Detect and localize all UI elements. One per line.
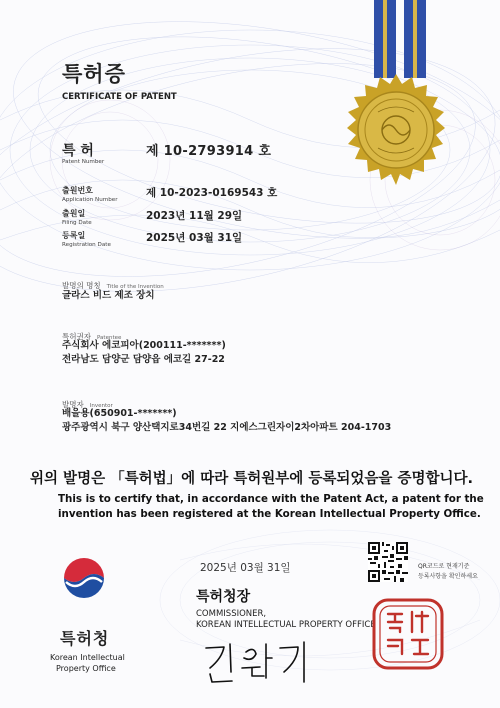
filing-date-label: 출원일 — [62, 209, 86, 218]
certification-statement-en-2: invention has been registered at the Korean Intellectual Property Office. — [58, 508, 481, 520]
invention-title: 글라스 비드 제조 장치 — [62, 290, 155, 301]
issue-date: 2025년 03월 31일 — [200, 562, 291, 574]
inventor-name: 배을용(650901-*******) — [62, 408, 177, 419]
application-number-label: 출원번호 — [62, 186, 93, 195]
filing-date-value: 2023년 11월 29일 — [146, 210, 243, 222]
certification-statement-en-1: This is to certify that, in accordance with the Patent Act, a patent for the — [58, 493, 484, 505]
filing-date-label-en: Filing Date — [62, 220, 92, 226]
kipo-logo-en-2: Property Office — [56, 664, 116, 673]
commissioner-title-en-2: KOREAN INTELLECTUAL PROPERTY OFFICE — [196, 620, 376, 630]
qr-note-line2: 등록사항을 확인하세요 — [418, 573, 478, 580]
patentee-address: 전라남도 담양군 담양읍 에코길 27-22 — [62, 354, 225, 365]
inventor-label-en: Inventor — [89, 403, 113, 409]
patentee-label-en: Patentee — [96, 335, 122, 341]
patentee-label: 특허권자 — [62, 332, 91, 341]
commissioner-title-kr: 특허청장 — [196, 589, 251, 605]
invention-label: 발명의 명칭 — [62, 281, 101, 290]
registration-date-label-en: Registration Date — [62, 242, 111, 248]
certificate-title: 특허증 — [62, 62, 126, 86]
commissioner-title-en-1: COMMISSIONER, — [196, 609, 267, 619]
qr-note-line1: QR코드로 현재기준 — [418, 563, 470, 570]
certificate-subtitle: CERTIFICATE OF PATENT — [62, 92, 177, 102]
patent-number-label-en: Patent Number — [62, 159, 105, 165]
qr-code-icon[interactable] — [368, 542, 408, 582]
kipo-logo-name: 특허청 — [60, 629, 110, 648]
patentee-name: 주식회사 에코피아(200111-*******) — [62, 340, 226, 351]
certification-statement-kr: 위의 발명은 「특허법」에 따라 특허원부에 등록되었음을 증명합니다. — [30, 471, 473, 487]
patent-number-label: 특 허 — [62, 143, 94, 159]
gold-seal-icon — [338, 72, 454, 188]
inventor-address: 광주광역시 북구 양산택지로34번길 22 지에스그린자이2차아파트 204-1703 — [62, 422, 392, 433]
red-stamp-icon — [372, 598, 444, 670]
patent-number-value: 제 10-2793914 호 — [146, 144, 272, 159]
registration-date-label: 등록일 — [62, 231, 86, 240]
ribbon-icon — [374, 0, 430, 78]
signature-icon — [200, 638, 310, 686]
application-number-value: 제 10-2023-0169543 호 — [146, 187, 278, 199]
kipo-logo-en-1: Korean Intellectual — [50, 653, 125, 662]
invention-label-en: Title of the Invention — [106, 284, 164, 290]
application-number-label-en: Application Number — [62, 197, 118, 203]
kipo-logo-icon — [62, 556, 106, 600]
registration-date-value: 2025년 03월 31일 — [146, 232, 243, 244]
inventor-label: 발명자 — [62, 400, 84, 409]
